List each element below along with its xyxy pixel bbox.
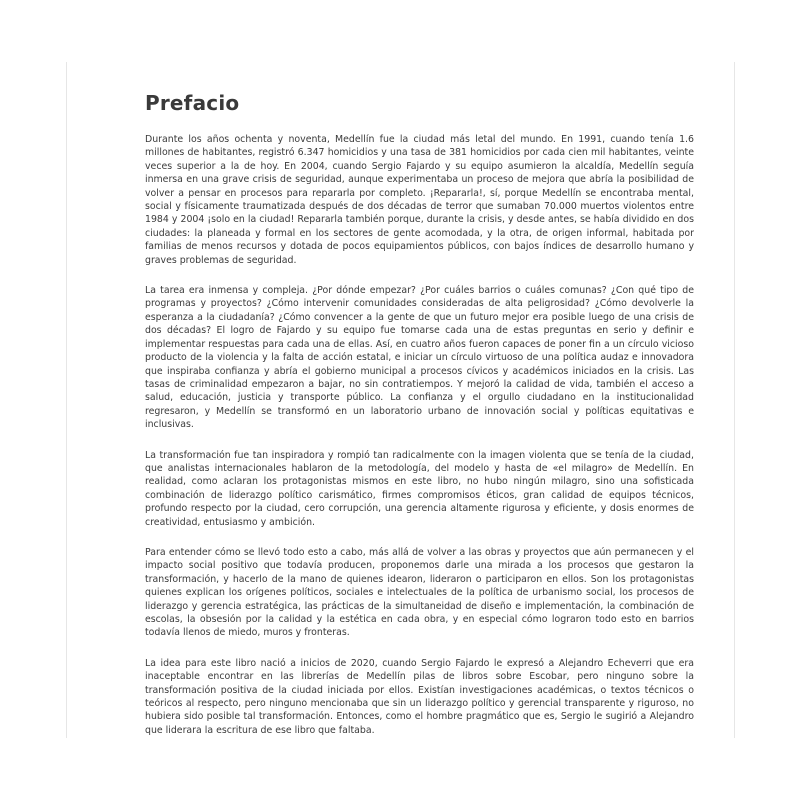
right-page-edge — [734, 62, 735, 738]
preface-content — [145, 90, 694, 754]
paragraph-1: Durante los años ochenta y noventa, Medellín fue la ciudad más letal del mundo. En 1991, cuando tenía 1.6 millones de habitantes, registró 6.347 homicidios y una tasa de 381 homicidios por cada cien mil habitantes, veinte veces superior a la de hoy. En 2004, cuando Sergio Fajardo y su equipo asumieron la alcaldía, Medellín seguía inmersa en una grave crisis de seguridad, aunque experimentaba un proceso de mejora que abría la posibilidad de volver a pensar en procesos para repararla por completo. ¡Repararla!, sí, porque Medellín se encontraba mental, social y físicamente traumatizada después de dos décadas de terror que sumaban 70.000 muertos violentos entre 1984 y 2004 ¡solo en la ciudad! Repararla también porque, durante la crisis, y desde antes, se había dividido en dos ciudades: la planeada y formal en los sectores de gente acomodada, y la otra, de origen informal, habitada por familias de menos recursos y dotada de pocos equipamientos públicos, con bajos índices de desarrollo humano y graves problemas de seguridad. — [145, 134, 694, 266]
paragraph-2: La tarea era inmensa y compleja. ¿Por dónde empezar? ¿Por cuáles barrios o cuáles comunas? ¿Con qué tipo de programas y proyectos? ¿Cómo intervenir comunidades consideradas de alta peligrosidad? ¿Cómo devolverle la esperanza a la ciudadanía? ¿Cómo convencer a la gente de que un futuro mejor era posible luego de una crisis de dos décadas? El logro de Fajardo y su equipo fue tomarse cada una de estas preguntas en serio y definir e implementar respuestas para cada una de ellas. Así, en cuatro años fueron capaces de poner fin a un círculo vicioso producto de la violencia y la falta de acción estatal, e iniciar un círculo virtuoso de una política audaz e innovadora que inspiraba confianza y abría el gobierno municipal a procesos cívicos y académicos iniciados en la crisis. Las tasas de criminalidad empezaron a bajar, no sin contratiempos. Y mejoró la calidad de vida, también el acceso a salud, educación, justicia y transporte público. La confianza y el orgullo ciudadano en la institucionalidad regresaron, y Medellín se transformó en un laboratorio urbano de innovación social y políticas equitativas e inclusivas. — [145, 285, 694, 431]
paragraph-5: La idea para este libro nació a inicios de 2020, cuando Sergio Fajardo le expresó a Alejandro Echeverri que era inaceptable encontrar en las librerías de Medellín pilas de libros sobre Escobar, pero ninguno sobre la transformación positiva de la ciudad iniciada por ellos. Existían investigaciones académicas, o textos técnicos o teóricos al respecto, pero ninguno mencionaba que sin un liderazgo político y gerencial transparente y riguroso, no hubiera sido posible tal transformación. Entonces, como el hombre pragmático que es, Sergio le sugirió a Alejandro que liderara la escritura de ese libro que faltaba. — [145, 657, 694, 736]
page-title: Prefacio — [145, 91, 240, 115]
left-page-edge — [66, 62, 67, 738]
paragraph-4: Para entender cómo se llevó todo esto a cabo, más allá de volver a las obras y proyectos que aún permanecen y el impacto social positivo que todavía producen, proponemos darle una mirada a los procesos que gestaron la transformación, y hacerlo de la mano de quienes idearon, lideraron o participaron en ellos. Son los protagonistas quienes explican los orígenes políticos, sociales e intelectuales de la política de urbanismo social, los procesos de liderazgo y gerencia estratégica, las prácticas de la simultaneidad de diseño e implementación, la combinación de escolas, la obsesión por la calidad y la estética en cada obra, y en especial cómo lograron todo esto en barrios todavía llenos de miedo, muros y fronteras. — [145, 546, 694, 639]
paragraph-3: La transformación fue tan inspiradora y rompió tan radicalmente con la imagen violenta que se tenía de la ciudad, que analistas internacionales hablaron de la metodología, del modelo y hasta de «el milagro» de Medellín. En realidad, como aclaran los protagonistas mismos en este libro, no hubo ningún milagro, sino una sofisticada combinación de liderazgo político carismático, firmes compromisos éticos, gran calidad de equipos técnicos, profundo respecto por la ciudad, cero corrupción, una gerencia altamente rigurosa y eficiente, y dosis enormes de creatividad, entusiasmo y ambición. — [145, 449, 694, 528]
